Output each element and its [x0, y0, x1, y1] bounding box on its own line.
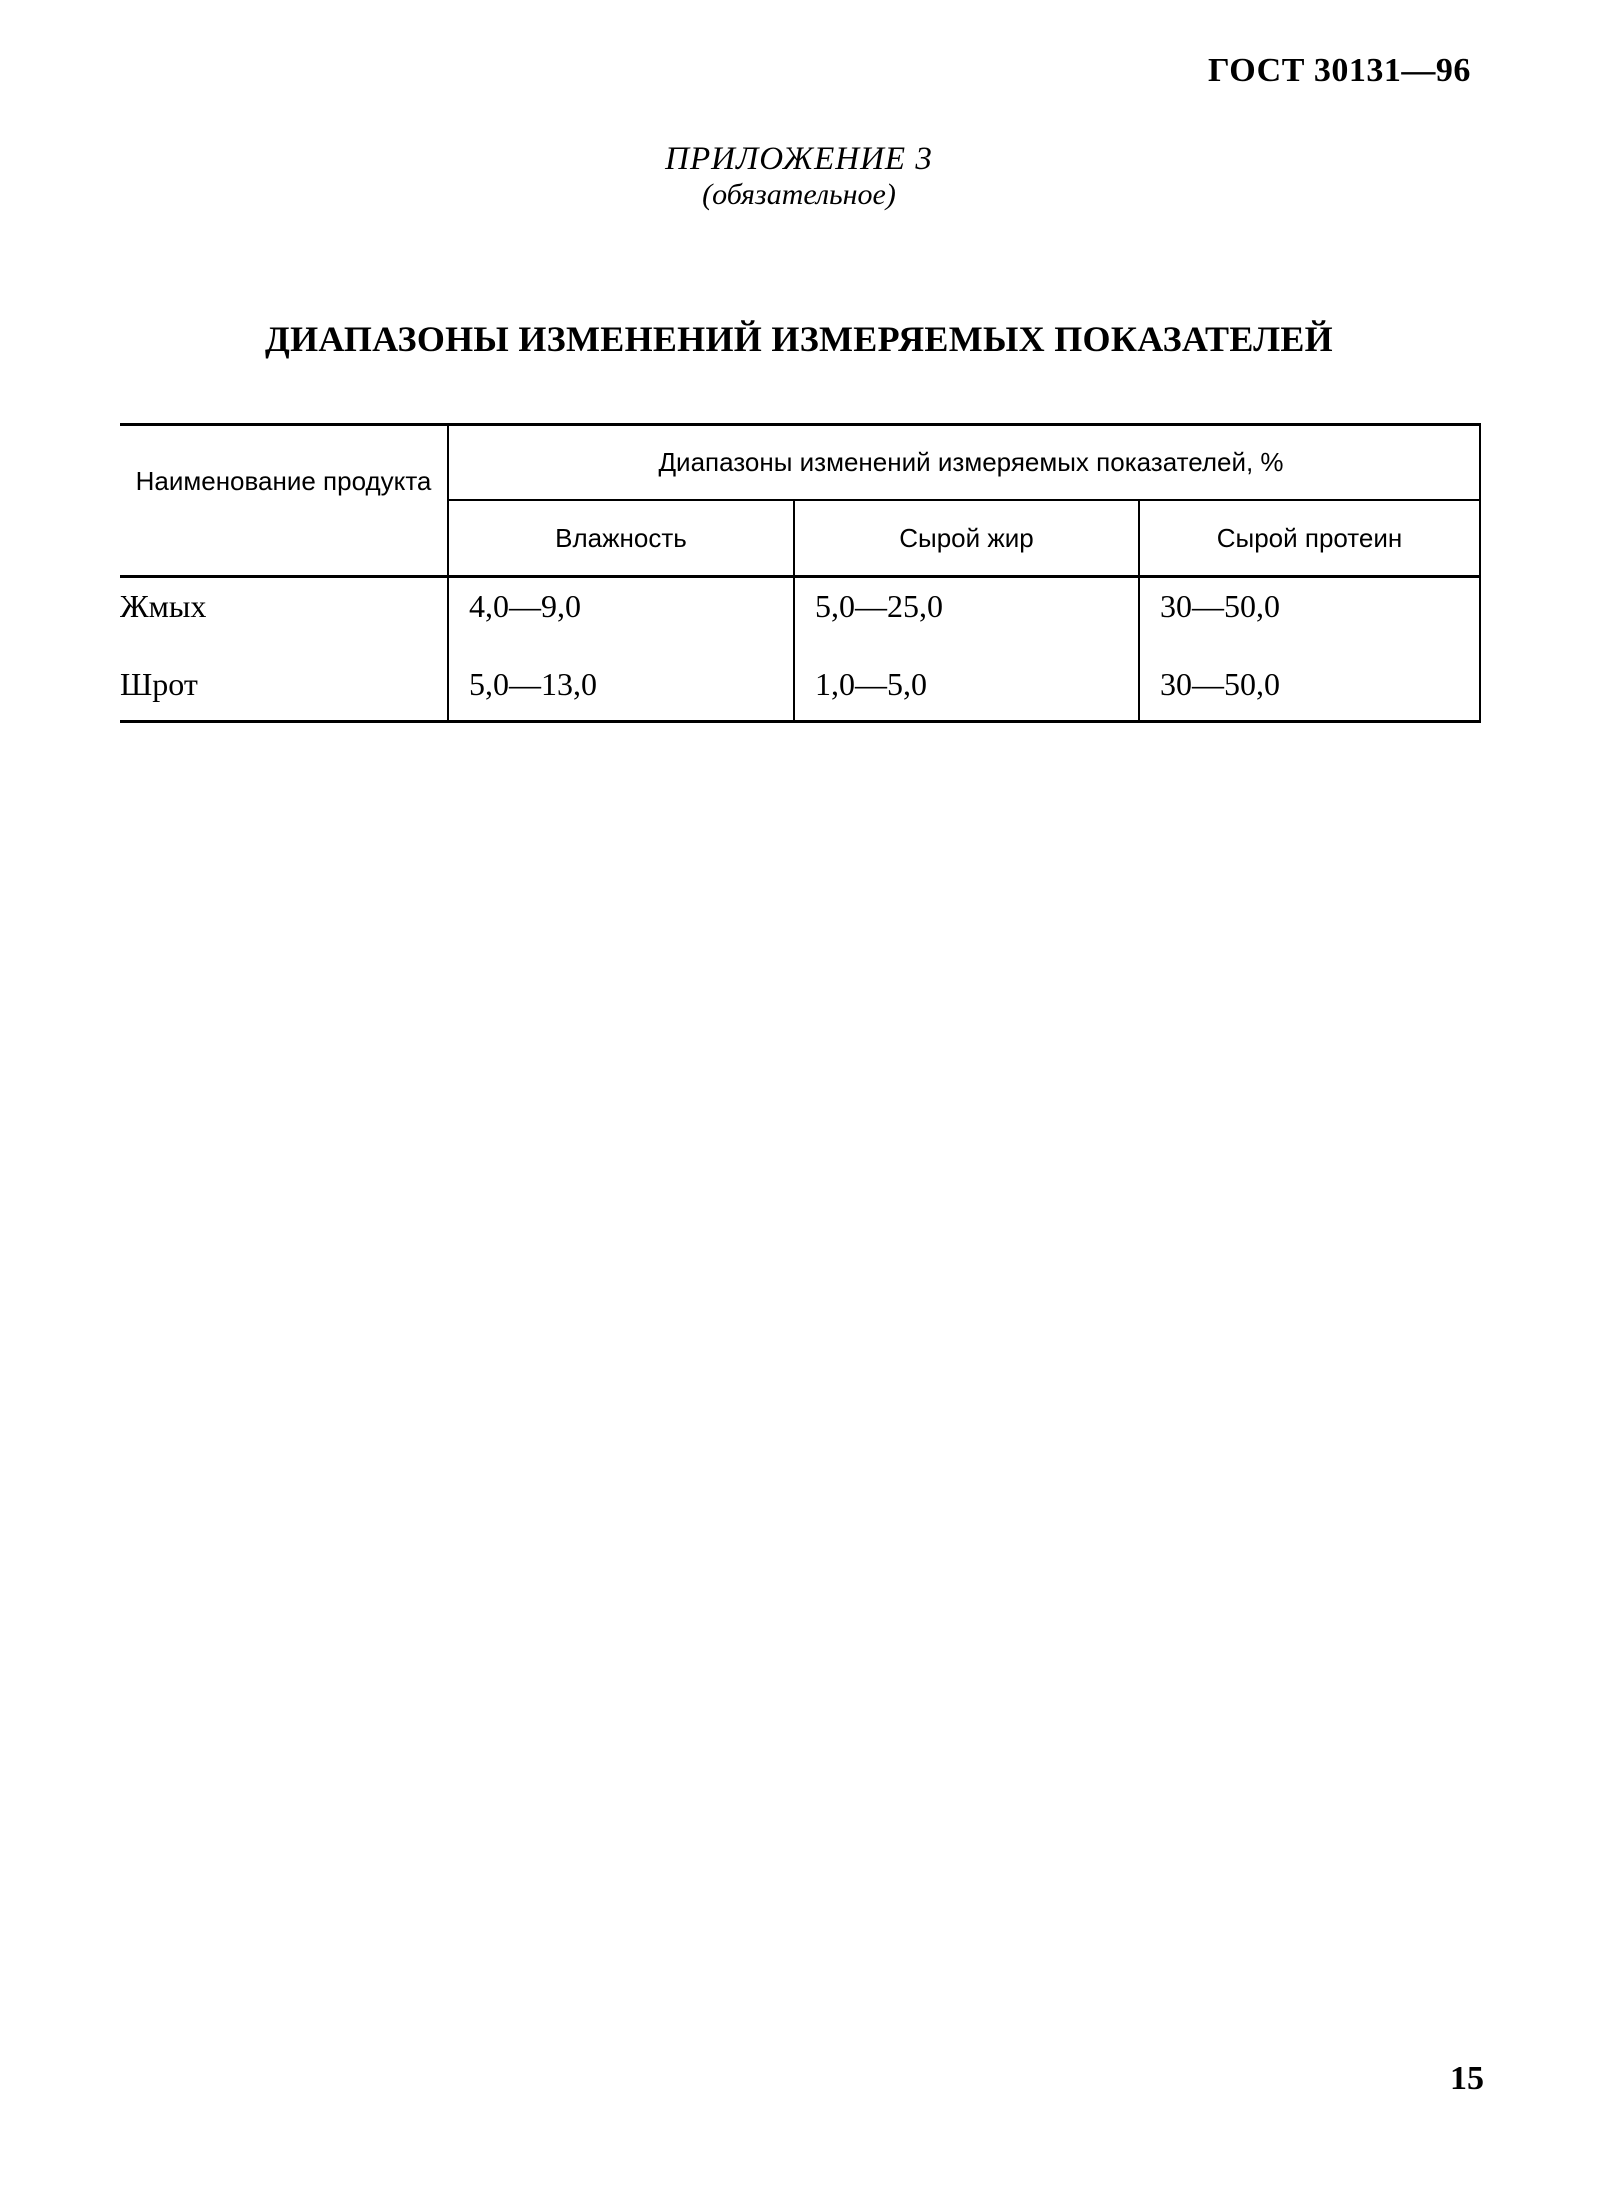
crude-fat-cell: 1,0—5,0 — [794, 660, 1139, 722]
product-name-header: Наименование продукта — [120, 425, 448, 577]
column-header-crude-fat: Сырой жир — [794, 500, 1139, 577]
appendix-heading — [0, 140, 1598, 212]
product-cell: Жмых — [120, 577, 448, 661]
appendix-label: ПРИЛОЖЕНИЕ 3 — [665, 141, 933, 177]
crude-fat-cell: 5,0—25,0 — [794, 577, 1139, 661]
table-row — [120, 660, 1480, 722]
column-header-moisture: Влажность — [448, 500, 794, 577]
document-code: ГОСТ 30131—96 — [1208, 52, 1471, 89]
product-cell: Шрот — [120, 660, 448, 722]
ranges-table — [120, 423, 1481, 723]
page-number: 15 — [1450, 2060, 1484, 2097]
moisture-cell: 4,0—9,0 — [448, 577, 794, 661]
crude-protein-cell: 30—50,0 — [1139, 660, 1480, 722]
appendix-status: (обязательное) — [702, 178, 896, 211]
table-row — [120, 577, 1480, 661]
page-title: ДИАПАЗОНЫ ИЗМЕНЕНИЙ ИЗМЕРЯЕМЫХ ПОКАЗАТЕЛЕЙ — [265, 319, 1333, 359]
ranges-group-header: Диапазоны изменений измеряемых показателей, % — [448, 425, 1480, 501]
moisture-cell: 5,0—13,0 — [448, 660, 794, 722]
crude-protein-cell: 30—50,0 — [1139, 577, 1480, 661]
column-header-crude-protein: Сырой протеин — [1139, 500, 1480, 577]
